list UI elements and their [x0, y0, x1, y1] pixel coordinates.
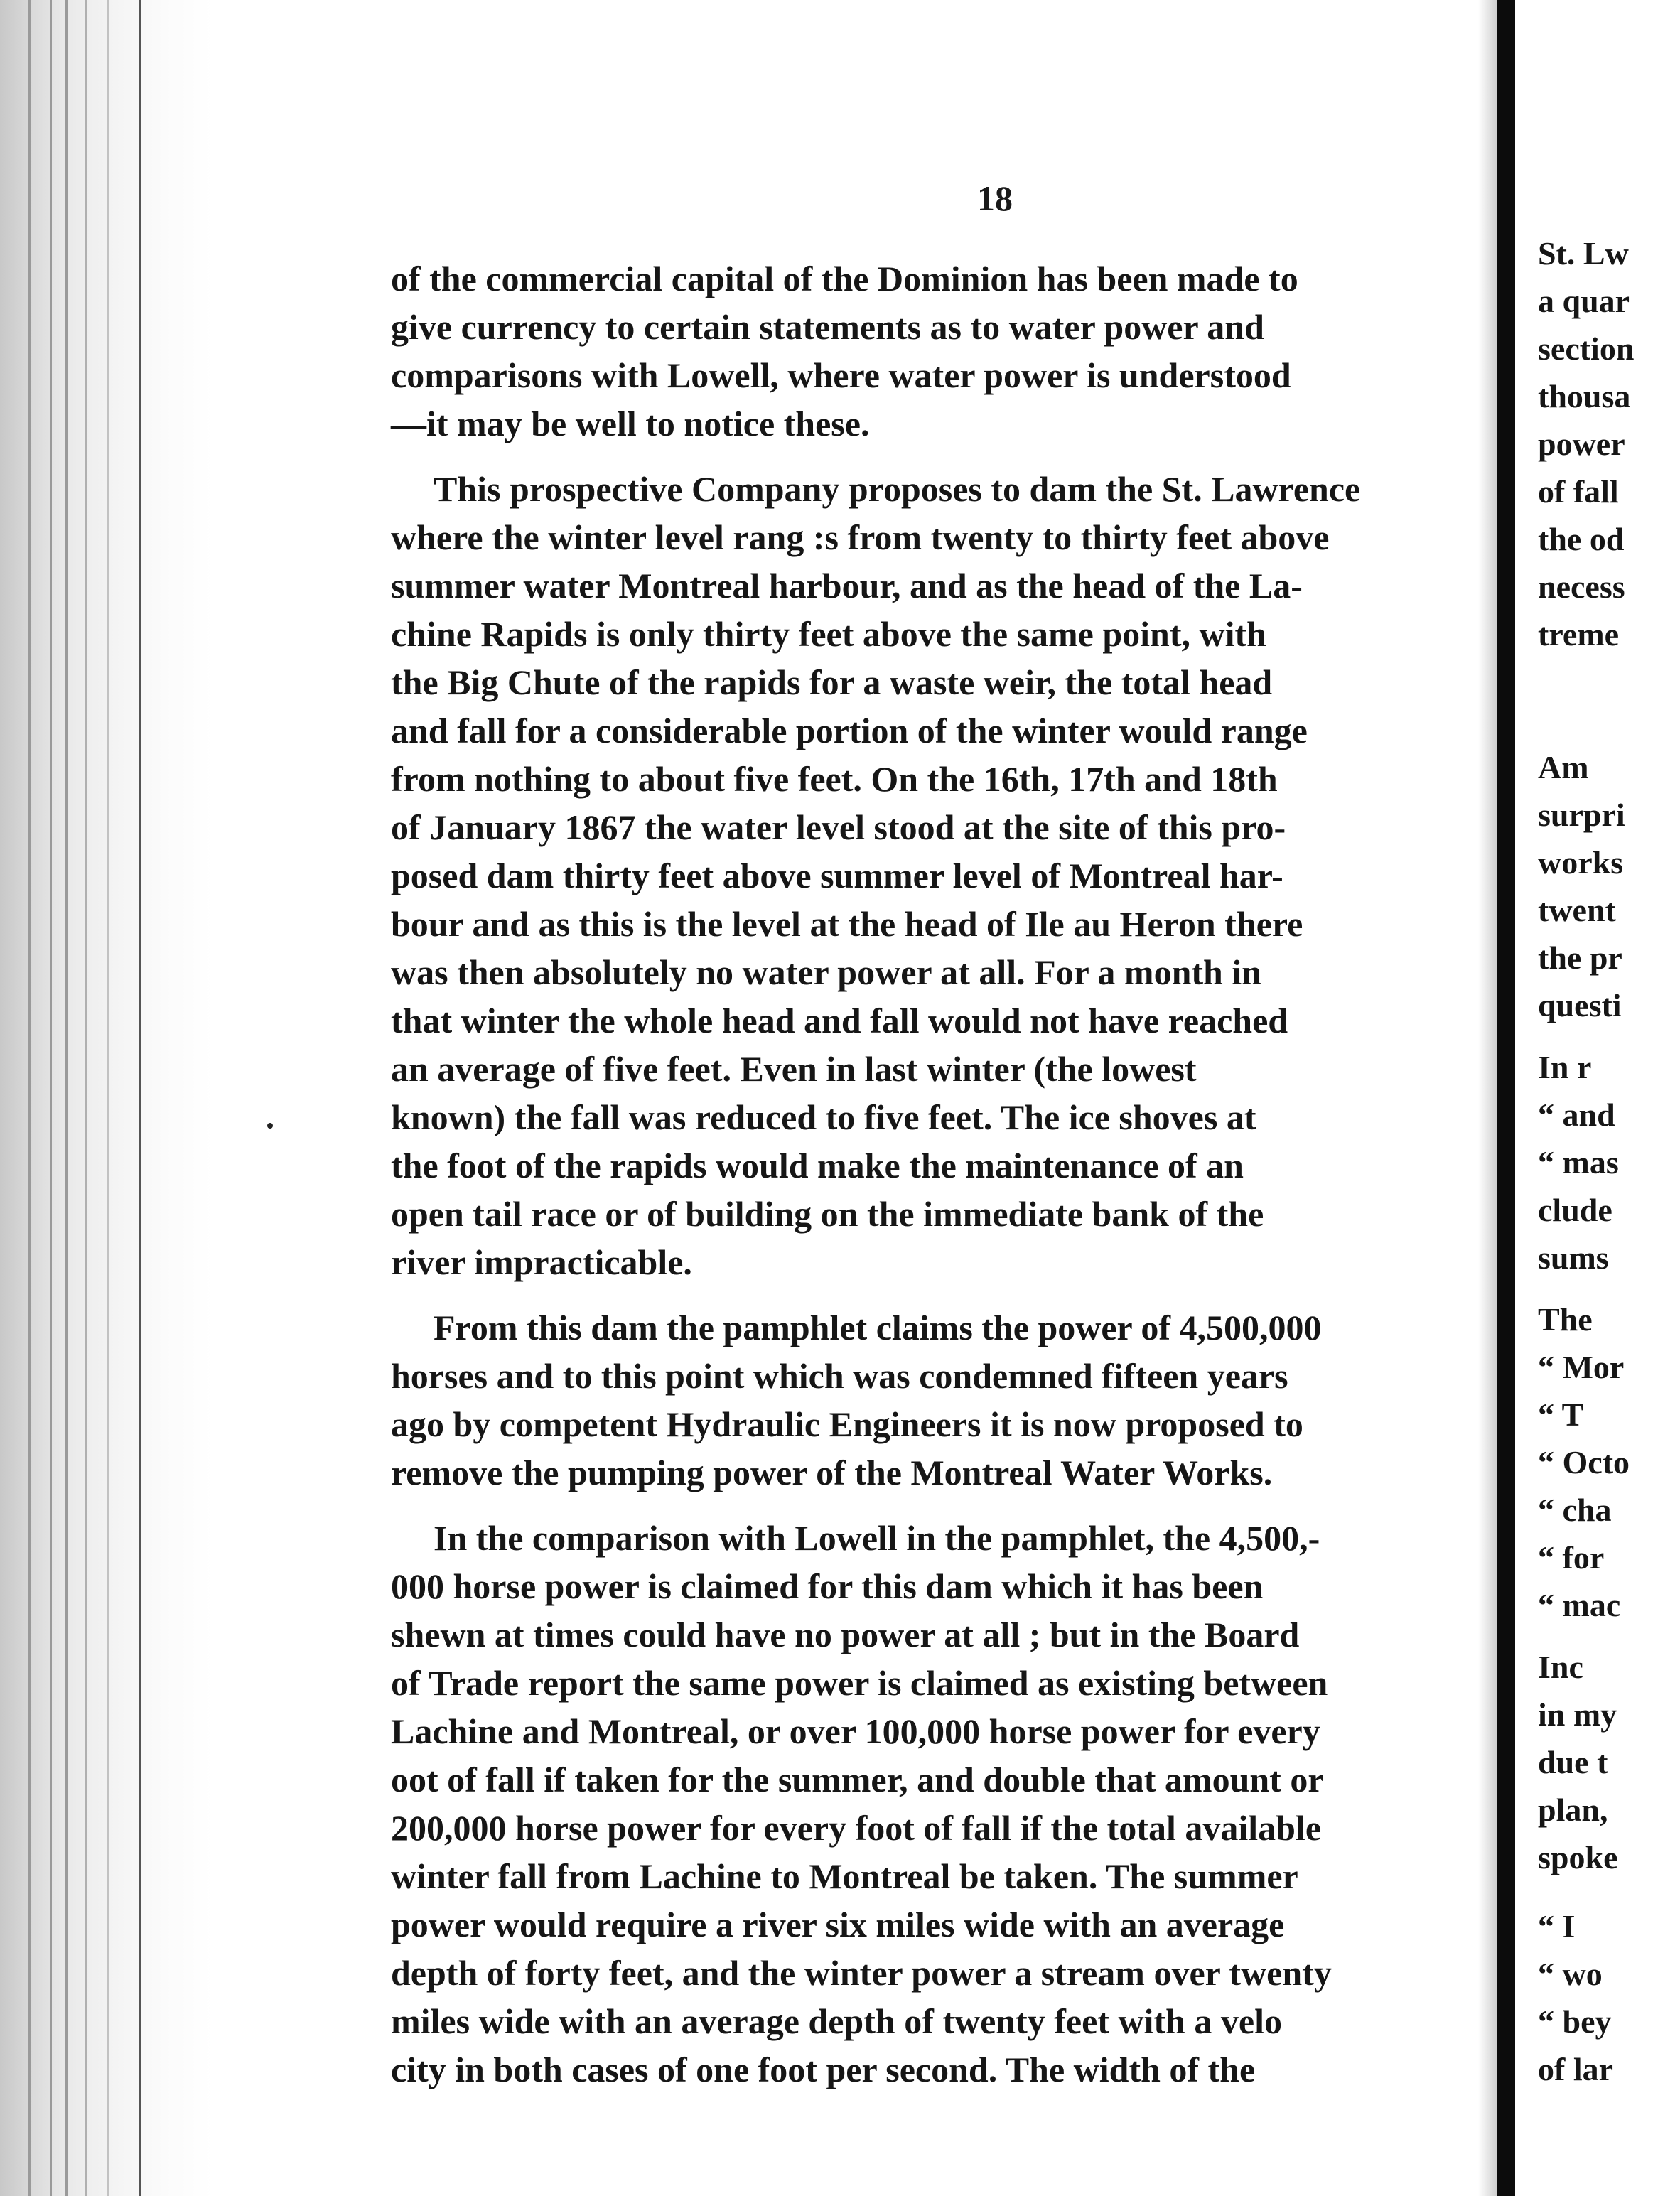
text-line: the foot of the rapids would make the maintenance of an [391, 1146, 1244, 1185]
text-line: Lachine and Montreal, or over 100,000 horse power for every [391, 1711, 1320, 1751]
text-line: from nothing to about five feet. On the 16th, 17th and 18th [391, 759, 1278, 799]
text-line: of January 1867 the water level stood at the site of this pro- [391, 807, 1286, 847]
text-line: This prospective Company proposes to dam the St. Lawrence [434, 469, 1361, 509]
text-line: river impracticable. [391, 1242, 692, 1282]
right-page-line: works [1538, 844, 1624, 881]
right-page-line: questi [1538, 987, 1622, 1023]
text-line: In the comparison with Lowell in the pamphlet, the 4,500,- [434, 1518, 1320, 1558]
right-page-line: due t [1538, 1744, 1608, 1780]
text-line: oot of fall if taken for the summer, and double that amount or [391, 1760, 1324, 1799]
text-line: of Trade report the same power is claimed as existing between [391, 1663, 1328, 1703]
right-page-line: “ mac [1538, 1587, 1621, 1623]
right-page-line: sums [1538, 1239, 1609, 1276]
text-line: known) the fall was reduced to five feet. The ice shoves at [391, 1097, 1256, 1137]
text-line: 000 horse power is claimed for this dam which it has been [391, 1566, 1264, 1606]
text-line: —it may be well to notice these. [391, 404, 870, 443]
text-line: chine Rapids is only thirty feet above the same point, with [391, 614, 1266, 654]
right-page-line: “ Octo [1538, 1444, 1630, 1480]
right-page-line: “ mas [1538, 1144, 1619, 1180]
right-page-line: “ wo [1538, 1956, 1603, 1992]
text-line: city in both cases of one foot per second. The width of the [391, 2050, 1256, 2089]
text-line: 200,000 horse power for every foot of fall if the total available [391, 1808, 1322, 1848]
book-spine [1497, 0, 1515, 2196]
paragraph-gap [391, 1286, 1450, 1303]
page-number: 18 [977, 178, 1013, 218]
right-page-line: plan, [1538, 1792, 1608, 1828]
right-page-line: Am [1538, 749, 1589, 785]
right-page [1515, 0, 1635, 2196]
right-page-line: section [1538, 330, 1635, 367]
text-line: summer water Montreal harbour, and as the head of the La- [391, 566, 1303, 605]
text-line: bour and as this is the level at the head of Ile au Heron there [391, 904, 1303, 944]
right-page-line: in my [1538, 1696, 1617, 1733]
text-line: open tail race or of building on the immediate bank of the [391, 1194, 1264, 1234]
right-page-line: of lar [1538, 2051, 1614, 2087]
text-line: remove the pumping power of the Montreal Water Works. [391, 1453, 1273, 1492]
right-page-line: the pr [1538, 940, 1622, 976]
text-line: that winter the whole head and fall would not have reached [391, 1001, 1288, 1040]
book-edge [0, 0, 213, 2196]
body-text [391, 254, 1450, 2094]
right-page-line: In r [1538, 1049, 1592, 1085]
right-page-line: “ and [1538, 1097, 1615, 1133]
text-line: of the commercial capital of the Dominion has been made to [391, 259, 1298, 298]
text-line: the Big Chute of the rapids for a waste weir, the total head [391, 662, 1273, 702]
text-line: ago by competent Hydraulic Engineers it is now proposed to [391, 1404, 1303, 1444]
right-page-line: clude [1538, 1192, 1612, 1228]
text-line: and fall for a considerable portion of the winter would range [391, 711, 1308, 750]
right-page-line: the od [1538, 521, 1625, 557]
right-page-line: “ cha [1538, 1492, 1612, 1528]
text-line: shewn at times could have no power at all ; but in the Board [391, 1615, 1300, 1654]
right-page-line: treme [1538, 616, 1620, 652]
text-line: winter fall from Lachine to Montreal be taken. The summer [391, 1856, 1298, 1896]
right-page-line: Inc [1538, 1649, 1583, 1685]
text-line: From this dam the pamphlet claims the power of 4,500,000 [434, 1308, 1322, 1347]
right-page-line: spoke [1538, 1839, 1618, 1875]
right-page-line: surpri [1538, 797, 1625, 833]
gutter-shadow [1478, 0, 1497, 2196]
text-line: power would require a river six miles wide with an average [391, 1905, 1285, 1944]
text-line: give currency to certain statements as to water power and [391, 307, 1264, 347]
text-line: miles wide with an average depth of twenty feet with a velo [391, 2001, 1282, 2041]
right-page-line: of fall [1538, 473, 1619, 510]
right-page-line: twent [1538, 892, 1616, 928]
text-line: was then absolutely no water power at all. For a month in [391, 952, 1262, 992]
right-page-line: power [1538, 426, 1625, 462]
right-page-line: St. Lw [1538, 235, 1629, 271]
text-line: horses and to this point which was condemned fifteen years [391, 1356, 1288, 1396]
right-page-line: “ T [1538, 1396, 1584, 1433]
ink-speck [267, 1123, 273, 1129]
text-line: comparisons with Lowell, where water power is understood [391, 355, 1291, 395]
right-page-line: “ I [1538, 1908, 1576, 1944]
text-line: depth of forty feet, and the winter power a stream over twenty [391, 1953, 1332, 1993]
right-page-line: The [1538, 1301, 1593, 1337]
right-page-line: necess [1538, 569, 1625, 605]
right-page-line: thousa [1538, 378, 1631, 414]
text-line: posed dam thirty feet above summer level of Montreal har- [391, 856, 1283, 895]
text-line: where the winter level rang :s from twenty to thirty feet above [391, 517, 1330, 557]
right-page-line: “ Mor [1538, 1349, 1625, 1385]
text-line: an average of five feet. Even in last winter (the lowest [391, 1049, 1197, 1089]
right-page-line: “ bey [1538, 2003, 1612, 2040]
paragraph-gap [391, 448, 1450, 465]
paragraph-gap [391, 1497, 1450, 1514]
right-page-line: a quar [1538, 283, 1630, 319]
right-page-line: “ for [1538, 1539, 1605, 1576]
